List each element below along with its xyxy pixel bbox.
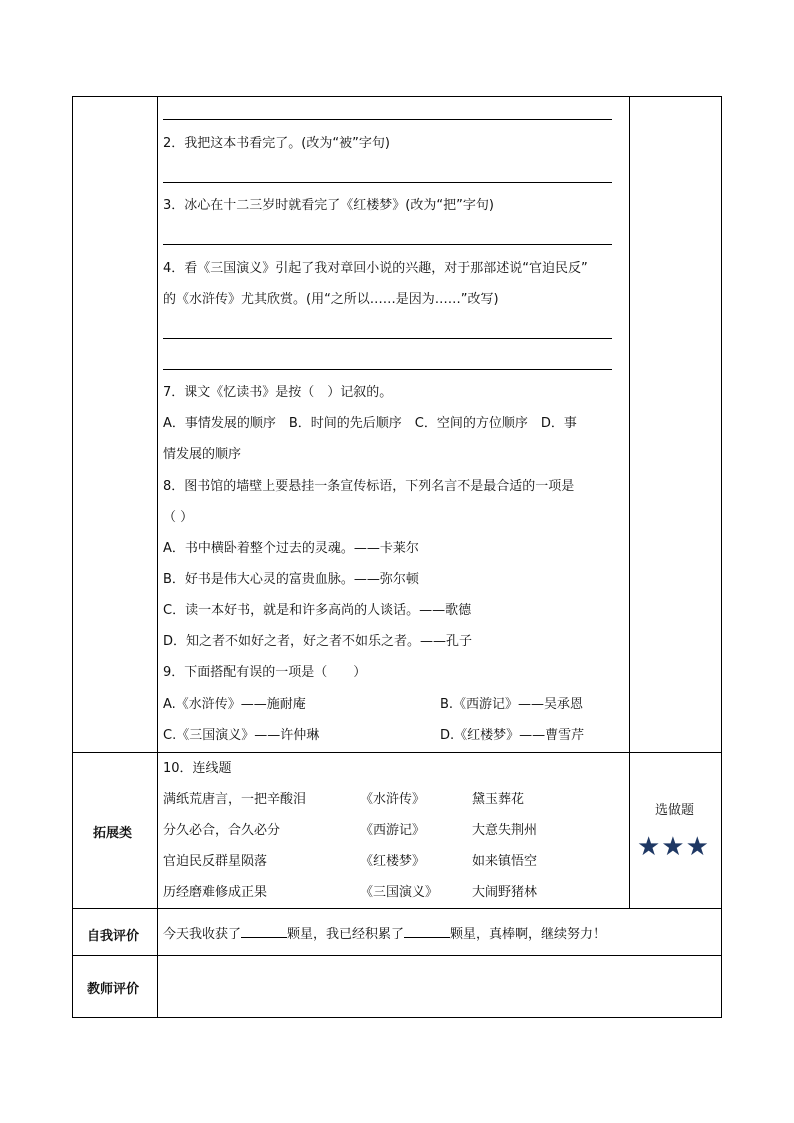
answer-line[interactable] bbox=[163, 369, 612, 370]
answer-line[interactable] bbox=[163, 119, 612, 120]
category-self-eval: 自我评价 bbox=[87, 929, 140, 944]
table-top-border bbox=[72, 96, 722, 97]
question-7-options-cont: 情发展的顺序 bbox=[163, 447, 242, 462]
question-7-stem: 7．课文《忆读书》是按（ ）记叙的。 bbox=[163, 385, 393, 400]
col-divider-category bbox=[157, 96, 158, 1018]
category-teacher-eval: 教师评价 bbox=[87, 982, 140, 997]
self-eval-sentence bbox=[163, 925, 606, 943]
question-8-bracket: （ ） bbox=[163, 510, 194, 525]
self-eval-part2: 颗星，我已经积累了 bbox=[287, 927, 405, 942]
self-eval-part1: 今天我收获了 bbox=[163, 927, 242, 942]
question-9-option-c: C.《三国演义》——许仲琳 bbox=[163, 728, 320, 743]
table-right-border bbox=[721, 96, 722, 1018]
table-bottom-border bbox=[72, 1017, 722, 1018]
col-divider-notes bbox=[629, 96, 630, 909]
answer-line[interactable] bbox=[163, 182, 612, 183]
matching-event: 如来镇悟空 bbox=[472, 854, 538, 869]
question-9-option-d: D.《红楼梦》——曹雪芹 bbox=[440, 728, 585, 743]
question-8-option-a: A．书中横卧着整个过去的灵魂。——卡莱尔 bbox=[163, 541, 419, 556]
optional-label: 选做题 bbox=[655, 803, 695, 818]
matching-event: 大意失荆州 bbox=[472, 823, 538, 838]
question-3-text: 3．冰心在十二三岁时就看完了《红楼梦》(改为“把”字句) bbox=[163, 198, 494, 213]
matching-phrase: 分久必合，合久必分 bbox=[163, 823, 281, 838]
answer-line[interactable] bbox=[163, 244, 612, 245]
stars-total-blank[interactable] bbox=[404, 925, 450, 938]
matching-book: 《水浒传》 bbox=[360, 792, 426, 807]
table-left-border bbox=[72, 96, 73, 1018]
matching-book: 《三国演义》 bbox=[360, 885, 439, 900]
row-divider-teacher-eval bbox=[72, 955, 722, 956]
question-9-option-b: B.《西游记》——吴承恩 bbox=[440, 697, 584, 712]
question-8-stem: 8．图书馆的墙壁上要悬挂一条宣传标语，下列名言不是最合适的一项是 bbox=[163, 479, 575, 494]
question-9-stem: 9．下面搭配有误的一项是（ ） bbox=[163, 665, 367, 680]
question-2-text: 2．我把这本书看完了。(改为“被”字句) bbox=[163, 136, 390, 151]
row-divider-self-eval bbox=[72, 908, 722, 909]
question-9-option-a: A.《水浒传》——施耐庵 bbox=[163, 697, 306, 712]
matching-event: 大闹野猪林 bbox=[472, 885, 538, 900]
star-rating-icon: ★★★ bbox=[637, 832, 710, 862]
matching-phrase: 官迫民反群星陨落 bbox=[163, 854, 268, 869]
matching-book: 《西游记》 bbox=[360, 823, 426, 838]
matching-book: 《红楼梦》 bbox=[360, 854, 426, 869]
stars-earned-blank[interactable] bbox=[241, 925, 287, 938]
question-4-text-line2: 的《水浒传》尤其欣赏。(用“之所以……是因为……”改写) bbox=[163, 292, 499, 307]
question-8-option-d: D．知之者不如好之者，好之者不如乐之者。——孔子 bbox=[163, 634, 473, 649]
question-8-option-c: C．读一本好书，就是和许多高尚的人谈话。——歌德 bbox=[163, 603, 472, 618]
matching-phrase: 历经磨难修成正果 bbox=[163, 885, 268, 900]
category-extension: 拓展类 bbox=[93, 826, 133, 841]
row-divider-extension bbox=[72, 752, 722, 753]
matching-title: 10．连线题 bbox=[163, 761, 232, 776]
answer-line[interactable] bbox=[163, 338, 612, 339]
question-8-option-b: B．好书是伟大心灵的富贵血脉。——弥尔顿 bbox=[163, 572, 419, 587]
self-eval-part3: 颗星，真棒啊，继续努力！ bbox=[450, 927, 607, 942]
matching-phrase: 满纸荒唐言，一把辛酸泪 bbox=[163, 792, 307, 807]
question-4-text-line1: 4．看《三国演义》引起了我对章回小说的兴趣，对于那部述说“官迫民反” bbox=[163, 261, 588, 276]
matching-event: 黛玉葬花 bbox=[472, 792, 525, 807]
question-7-options: A．事情发展的顺序 B．时间的先后顺序 C．空间的方位顺序 D．事 bbox=[163, 416, 577, 431]
